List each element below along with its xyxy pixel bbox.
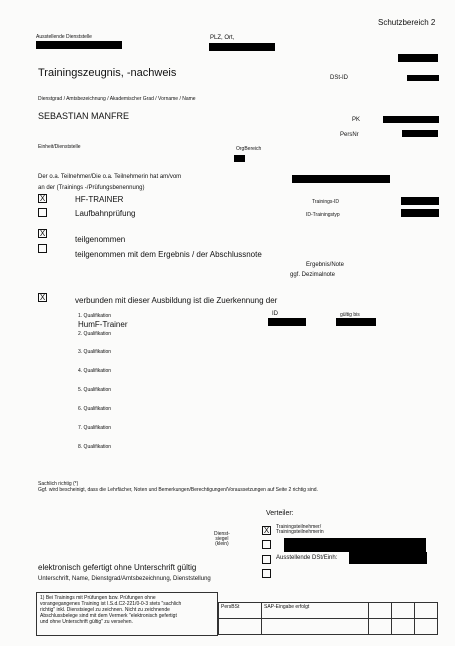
result-checkbox[interactable]	[38, 244, 47, 253]
sap-entry-cell: SAP-Eingabe erfolgt	[262, 603, 369, 619]
empty-cell	[391, 619, 414, 635]
empty-cell	[262, 619, 369, 635]
hf-trainer-checkbox[interactable]: X	[39, 194, 46, 203]
participated-checkbox[interactable]: X	[39, 229, 46, 238]
empty-cell	[368, 603, 391, 619]
valid-until-label: gültig bis	[340, 312, 360, 318]
confirm-check-label: Sachlich richtig (*)	[38, 481, 79, 487]
redaction-persnr	[402, 130, 438, 137]
decimal-grade-label: ggf. Dezimalnote	[290, 272, 336, 278]
qualification-1-value: HumF-Trainer	[78, 320, 128, 329]
training-id-label: Trainings-ID	[312, 199, 340, 205]
seal-label: Dienst- siegel (klein)	[214, 531, 230, 547]
redaction-pk	[383, 116, 439, 123]
redaction-date	[292, 175, 390, 183]
participant-label: Trainingsteilnehmer/ Trainingsteilnehmerin	[276, 524, 324, 535]
postal-label: PLZ, Ort,	[210, 35, 235, 41]
laufbahn-label: Laufbahnprüfung	[75, 209, 136, 218]
qualification-id-label: ID	[272, 311, 278, 317]
persbst-cell: PersBSt	[219, 603, 262, 619]
empty-cell	[219, 619, 262, 635]
qualification-3-label: 3. Qualifikation	[78, 349, 112, 355]
redaction-training-id	[401, 197, 439, 205]
empty-cell	[391, 603, 414, 619]
qualification-7-label: 7. Qualifikation	[78, 425, 112, 431]
blank-distribution-checkbox[interactable]	[262, 540, 271, 549]
redaction-header-right	[398, 54, 438, 62]
persnr-label: PersNr	[340, 132, 359, 138]
person-name-label: Dienstgrad / Amtsbezeichnung / Akademischer Grad / Vorname / Name	[38, 96, 196, 102]
distribution-label: Verteiler:	[266, 510, 294, 517]
dst-id-label: DSt-ID	[330, 75, 348, 81]
person-name-value: SEBASTIAN MANFRE	[38, 111, 130, 121]
qualification-6-label: 6. Qualifikation	[78, 406, 112, 412]
extra-distribution-checkbox[interactable]	[262, 569, 271, 578]
redaction-qualification-id	[268, 318, 306, 326]
qualification-2-label: 2. Qualifikation	[78, 331, 112, 337]
qualification-statement: verbunden mit dieser Ausbildung ist die Zuerkennung der	[75, 296, 278, 305]
result-label: teilgenommen mit dem Ergebnis / der Abschlussnote	[75, 250, 262, 259]
redaction-postal	[209, 43, 275, 51]
signature-line-label: Unterschrift, Name, Dienstgrad/Amtsbezeichnung, Dienststellung	[38, 576, 211, 582]
redaction-dst-id	[407, 75, 439, 81]
redaction-issuing-office	[36, 41, 122, 49]
qualification-checkbox[interactable]: X	[39, 293, 46, 302]
redaction-issuing-distribution	[349, 552, 427, 564]
unit-label: Einheit/Dienststelle	[38, 144, 81, 150]
electronic-note: elektronisch gefertigt ohne Unterschrift gültig	[38, 563, 197, 572]
qualification-1-label: 1. Qualifikation	[78, 313, 112, 319]
statement-line1: Der o.a. Teilnehmer/Die o.a. Teilnehmerin hat am/vom	[38, 174, 182, 180]
org-label: OrgBereich	[236, 146, 262, 152]
empty-cell	[414, 603, 437, 619]
redaction-training-type	[401, 209, 439, 217]
classification-label: Schutzbereich 2	[378, 18, 436, 27]
footnote-box	[36, 592, 218, 636]
issuing-office-label: Ausstellende Dienststelle	[36, 34, 92, 40]
redaction-org	[234, 155, 245, 162]
grade-label: Ergebnis/Note	[306, 262, 345, 268]
issuing-office-distribution-label: Ausstellende DSt/Einh:	[276, 555, 338, 561]
hf-trainer-label: HF-TRAINER	[75, 195, 124, 204]
statement-line2: an der (Trainings -/Prüfungsbenennung)	[38, 185, 145, 191]
redaction-valid-until	[336, 318, 376, 326]
qualification-4-label: 4. Qualifikation	[78, 368, 112, 374]
empty-cell	[414, 619, 437, 635]
qualification-8-label: 8. Qualifikation	[78, 444, 112, 450]
participant-checkbox[interactable]: X	[263, 526, 270, 535]
participated-label: teilgenommen	[75, 235, 126, 244]
page-title: Trainingszeugnis, -nachweis	[38, 67, 177, 79]
issuing-office-checkbox[interactable]	[262, 555, 271, 564]
empty-cell	[368, 619, 391, 635]
training-type-label: ID-Trainingstyp	[306, 212, 340, 218]
pk-label: PK	[352, 117, 361, 123]
qualification-5-label: 5. Qualifikation	[78, 387, 112, 393]
laufbahn-checkbox[interactable]	[38, 208, 47, 217]
footnote-table	[218, 602, 438, 635]
confirm-text: Ggf. wird bescheinigt, dass die Lehrfächer, Noten und Bemerkungen/Berechtigungen/Voraussetzungen auf Seite 2 richtig sind.	[38, 487, 318, 493]
redaction-distribution	[284, 538, 426, 552]
footnote-text: 1) Bei Trainings mit Prüfungen bzw. Prüfungen ohne vorangegangenes Training ist I.S.d.C2-221/0-0-3 stets "sachlich richtig" inkl. Dienstsiegel zu zeichnen. Nicht zu zeichnende Abschlussbelege sind mit dem Vermerk "elektronisch gefertigt und ohne Unterschrift gültig" zu versehen.	[40, 595, 182, 625]
